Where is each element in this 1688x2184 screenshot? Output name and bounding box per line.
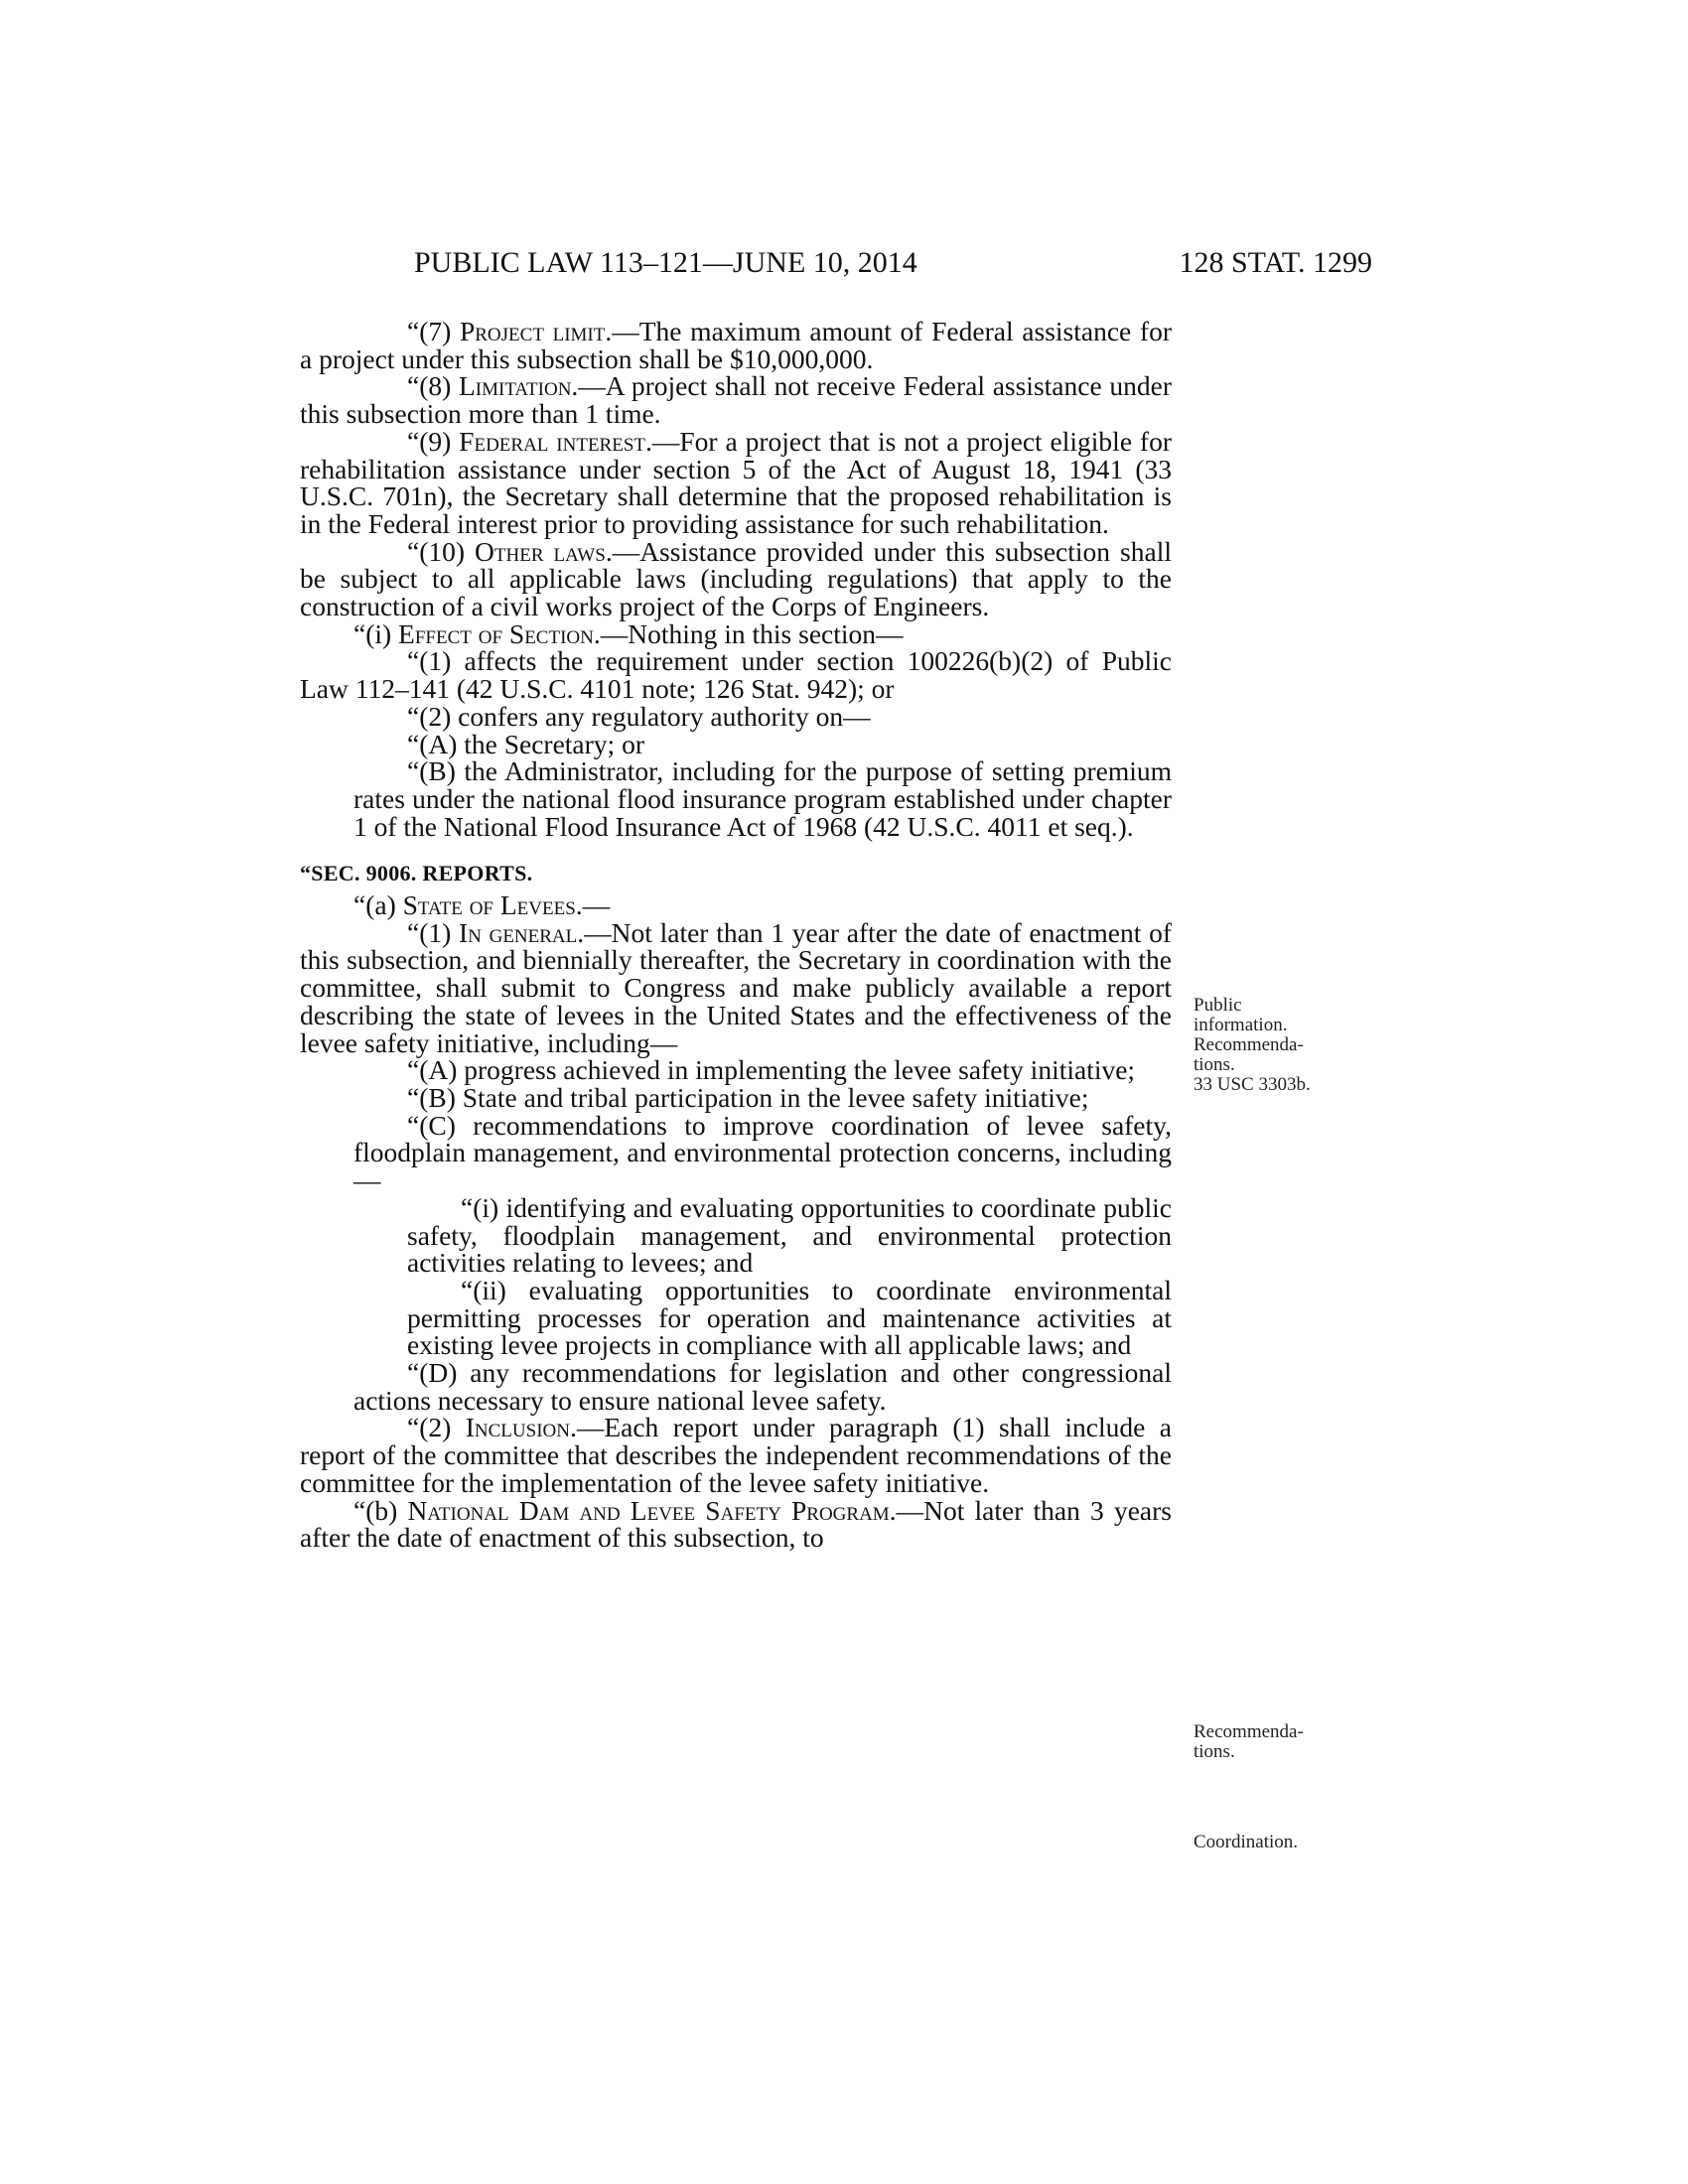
paragraph-9: “(9) Federal interest.—For a project that is not a project eligible for rehabilitation assistance under section 5 of the Act of August 18, 1941 (33 U.S.C. 701n), the Secretary shall determine that the proposed rehabilitation is in the Federal interest prior to providing assistance for such rehabilitation.: [300, 425, 1172, 539]
margin-note-public-information: Public information. Recommenda- tions. 33 USC 3303b.: [1194, 995, 1311, 1095]
subsection-a-1: “(1) In general.—Not later than 1 year after the date of enactment of this subsection, and biennially thereafter, the Secretary in coordination with the committee, shall submit to Congress and make publicly available a report describing the state of levees in the United States and the effectiveness of the levee safety initiative, including—: [300, 916, 1172, 1058]
subsection-a-1-C-i: “(i) identifying and evaluating opportunities to coordinate public safety, floodplain management, and environmental protection activities relating to levees; and: [407, 1191, 1172, 1279]
paragraph-10: “(10) Other laws.—Assistance provided under this subsection shall be subject to all applicable laws (including regulations) that apply to the construction of a civil works project of the Corps of Engineers.: [300, 535, 1172, 622]
paragraph-8: “(8) Limitation.—A project shall not receive Federal assistance under this subsection more than 1 time.: [300, 370, 1172, 430]
paragraph-7: “(7) Project limit.—The maximum amount of Federal assistance for a project under this subsection shall be $10,000,000.: [300, 316, 1172, 374]
subsection-a-1-C-ii: “(ii) evaluating opportunities to coordinate environmental permitting processes for operation and maintenance activities at existing levee projects in compliance with all applicable laws; and: [407, 1274, 1172, 1361]
subsection-a-1-A: “(A) progress achieved in implementing the levee safety initiative;: [407, 1054, 1136, 1086]
subsection-a: “(a) State of Levees.—: [353, 889, 611, 921]
subsection-b: “(b) National Dam and Levee Safety Program.—Not later than 3 years after the date of enactment of this subsection, to: [300, 1494, 1172, 1554]
margin-note-coordination: Coordination.: [1194, 1832, 1299, 1852]
header-stat-page: 128 STAT. 1299: [1179, 246, 1372, 279]
header-title: PUBLIC LAW 113–121—JUNE 10, 2014: [414, 246, 917, 279]
subsection-i-2-A: “(A) the Secretary; or: [407, 728, 644, 759]
section-heading: “SEC. 9006. REPORTS.: [300, 861, 533, 887]
subsection-i-1: “(1) affects the requirement under section 100226(b)(2) of Public Law 112–141 (42 U.S.C. 4101 note; 126 Stat. 942); or: [300, 645, 1172, 705]
subsection-a-1-D: “(D) any recommendations for legislation and other congressional actions necessary to ensure national levee safety.: [353, 1357, 1172, 1416]
subsection-a-2: “(2) Inclusion.—Each report under paragraph (1) shall include a report of the committee that describes the independent recommendations of the committee for the implementation of the levee safety initiative.: [300, 1412, 1172, 1498]
subsection-i-2: “(2) confers any regulatory authority on—: [407, 700, 871, 732]
statute-body: [300, 318, 1172, 1552]
subsection-i: “(i) Effect of Section.—Nothing in this section—: [353, 617, 904, 649]
margin-note-recommendations: Recommenda- tions.: [1194, 1721, 1304, 1762]
subsection-a-1-B: “(B) State and tribal participation in the levee safety initiative;: [407, 1081, 1089, 1113]
subsection-a-1-C: “(C) recommendations to improve coordination of levee safety, floodplain management, and environmental protection concerns, including—: [353, 1109, 1172, 1196]
running-header: [300, 246, 1372, 286]
subsection-i-2-B: “(B) the Administrator, including for the purpose of setting premium rates under the national flood insurance program established under chapter 1 of the National Flood Insurance Act of 1968 (42 U.S.C. 4011 et seq.).: [353, 755, 1172, 842]
